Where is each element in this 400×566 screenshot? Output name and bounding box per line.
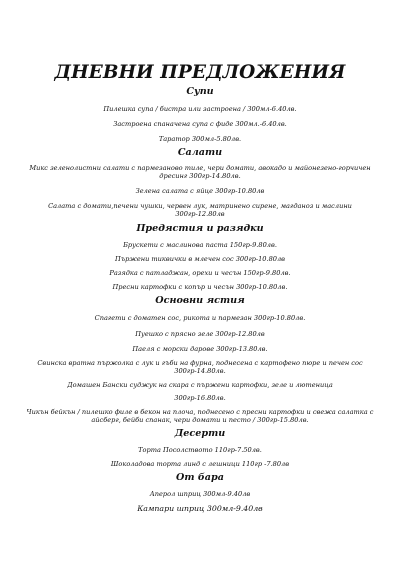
menu-item: Пресни картофки с копър и чесън 300гр-10.80лв. [112,283,288,292]
menu-item: Застроена спаначена супа с фиде 300мл.-6.40лв. [113,120,287,129]
menu-item: Шоколадова торта линд с лешници 110гр -7.80лв [110,460,290,469]
menu-item: Торта Посолството 110гр-7.50лв. [138,446,262,455]
menu-item: Разядка с патладжан, орехи и чесън 150гр-9.80лв. [109,269,291,278]
menu-item: Зелена салата с яйце 300гр-10.80лв [135,187,265,196]
menu-item: Пилешка супа / бистра или застроена / 300мл-6.40лв. [103,105,297,113]
menu-item: Паеля с морски дарове 300гр-13.80лв. [132,344,268,353]
section-title: Супи [186,86,214,97]
menu-item: 300гр-16.80лв. [174,393,226,402]
menu-item: Кампари шприц 300мл-9.40лв [137,503,263,513]
menu-item: Таратор 300мл-5.80лв. [158,135,242,144]
menu-item: Спагети с доматен сос, рикота и пармезан 300гр-10.80лв. [94,314,306,323]
section-title: Десерти [174,428,226,440]
menu-item: Пържени тиквички в млечен сос 300гр-10.80лв [114,254,286,263]
menu-item: Аперол шприц 300мл-9.40лв [149,489,251,498]
menu-item: Чикън бейкън / пилешко филе в бекон на плоча, поднесено с пресни картофки и свежа салатка с айсберг, бейби спанак, чери домати и песто / 300гр-15.80лв. [26,407,374,425]
section-title: От бара [176,471,224,483]
menu-item: Свинска вратна пържолка с лук и гъби на фурна, поднесена с картофено пюре и печен сос 300гр-14.80лв. [37,359,363,376]
menu-sections [26,86,374,514]
menu-item: Пуешко с прясно зеле 300гр-12.80лв [135,329,265,338]
page-title: ДНЕВНИ ПРЕДЛОЖЕНИЯ [54,62,346,83]
menu-item: Микс зеленолистни салати с пармезаново тиле, чери домати, авокадо и майонезено-горчичен дресинг 300гр-14.80лв. [29,163,371,180]
menu-item: Салата с домати,печени чушки, червен лук, матринено сирене, магданоз и маслини 300гр-12.80лв [48,202,352,219]
section-title: Салати [177,146,223,158]
menu-item: Домашен Бански суджук на скара с пържени картофки, зеле и лютеница [67,381,333,390]
section-title: Основни ястия [155,295,245,307]
menu-item: Брускети с маслинова паста 150гр-9.80лв. [123,240,277,249]
section-title: Предястия и разядки [136,222,264,234]
